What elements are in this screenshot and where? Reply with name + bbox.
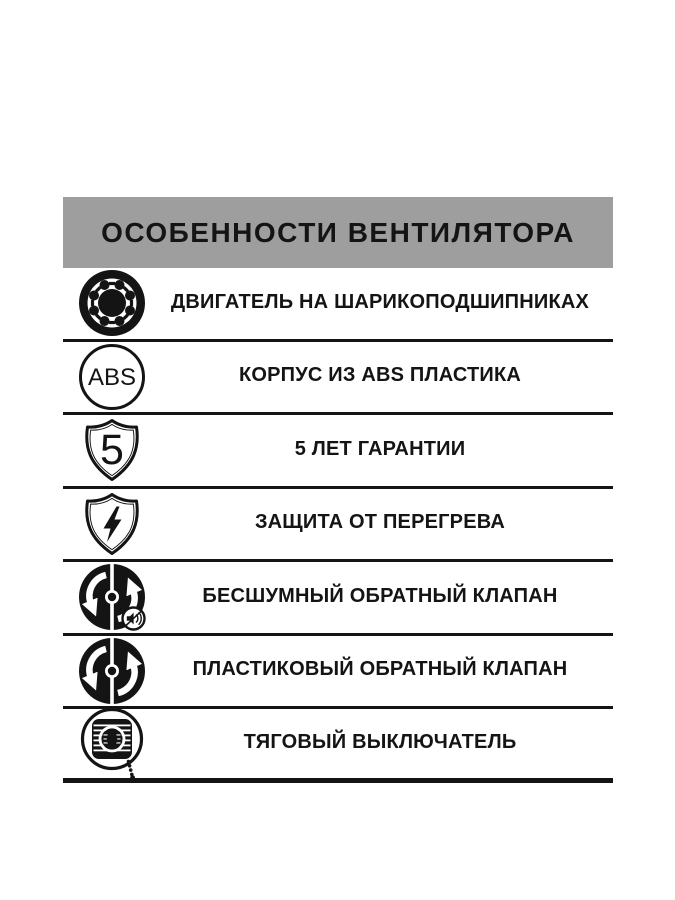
feature-row (63, 709, 613, 783)
feature-label: 5 ЛЕТ ГАРАНТИИ (294, 437, 466, 460)
feature-label: БЕСШУМНЫЙ ОБРАТНЫЙ КЛАПАН (202, 584, 558, 607)
feature-label: ТЯГОВЫЙ ВЫКЛЮЧАТЕЛЬ (243, 730, 517, 753)
header-banner (63, 197, 613, 268)
feature-row (63, 268, 613, 342)
feature-label: ДВИГАТЕЛЬ НА ШАРИКОПОДШИПНИКАХ (170, 290, 590, 313)
feature-row (63, 415, 613, 489)
page-title: ОСОБЕННОСТИ ВЕНТИЛЯТОРА (101, 216, 575, 248)
plastic-check-valve-icon (77, 636, 147, 706)
abs-plastic-icon (77, 342, 147, 412)
pull-cord-switch-icon (77, 706, 147, 780)
feature-row (63, 562, 613, 636)
feature-list (63, 268, 613, 783)
overheat-protection-shield-icon (77, 489, 147, 559)
feature-row (63, 489, 613, 563)
feature-label: ЗАЩИТА ОТ ПЕРЕГРЕВА (254, 511, 506, 534)
feature-row (63, 342, 613, 416)
silent-check-valve-icon (77, 562, 147, 632)
warranty-5-years-shield-icon (77, 415, 147, 485)
feature-label: ПЛАСТИКОВЫЙ ОБРАТНЫЙ КЛАПАН (192, 658, 568, 681)
feature-sheet (63, 197, 613, 783)
feature-label: КОРПУС ИЗ ABS ПЛАСТИКА (238, 364, 522, 387)
muted-speaker-icon (123, 608, 145, 630)
ball-bearing-icon (77, 268, 147, 338)
abs-icon-text: ABS (87, 363, 137, 391)
warranty-years-text: 5 (100, 426, 124, 475)
feature-row (63, 636, 613, 710)
